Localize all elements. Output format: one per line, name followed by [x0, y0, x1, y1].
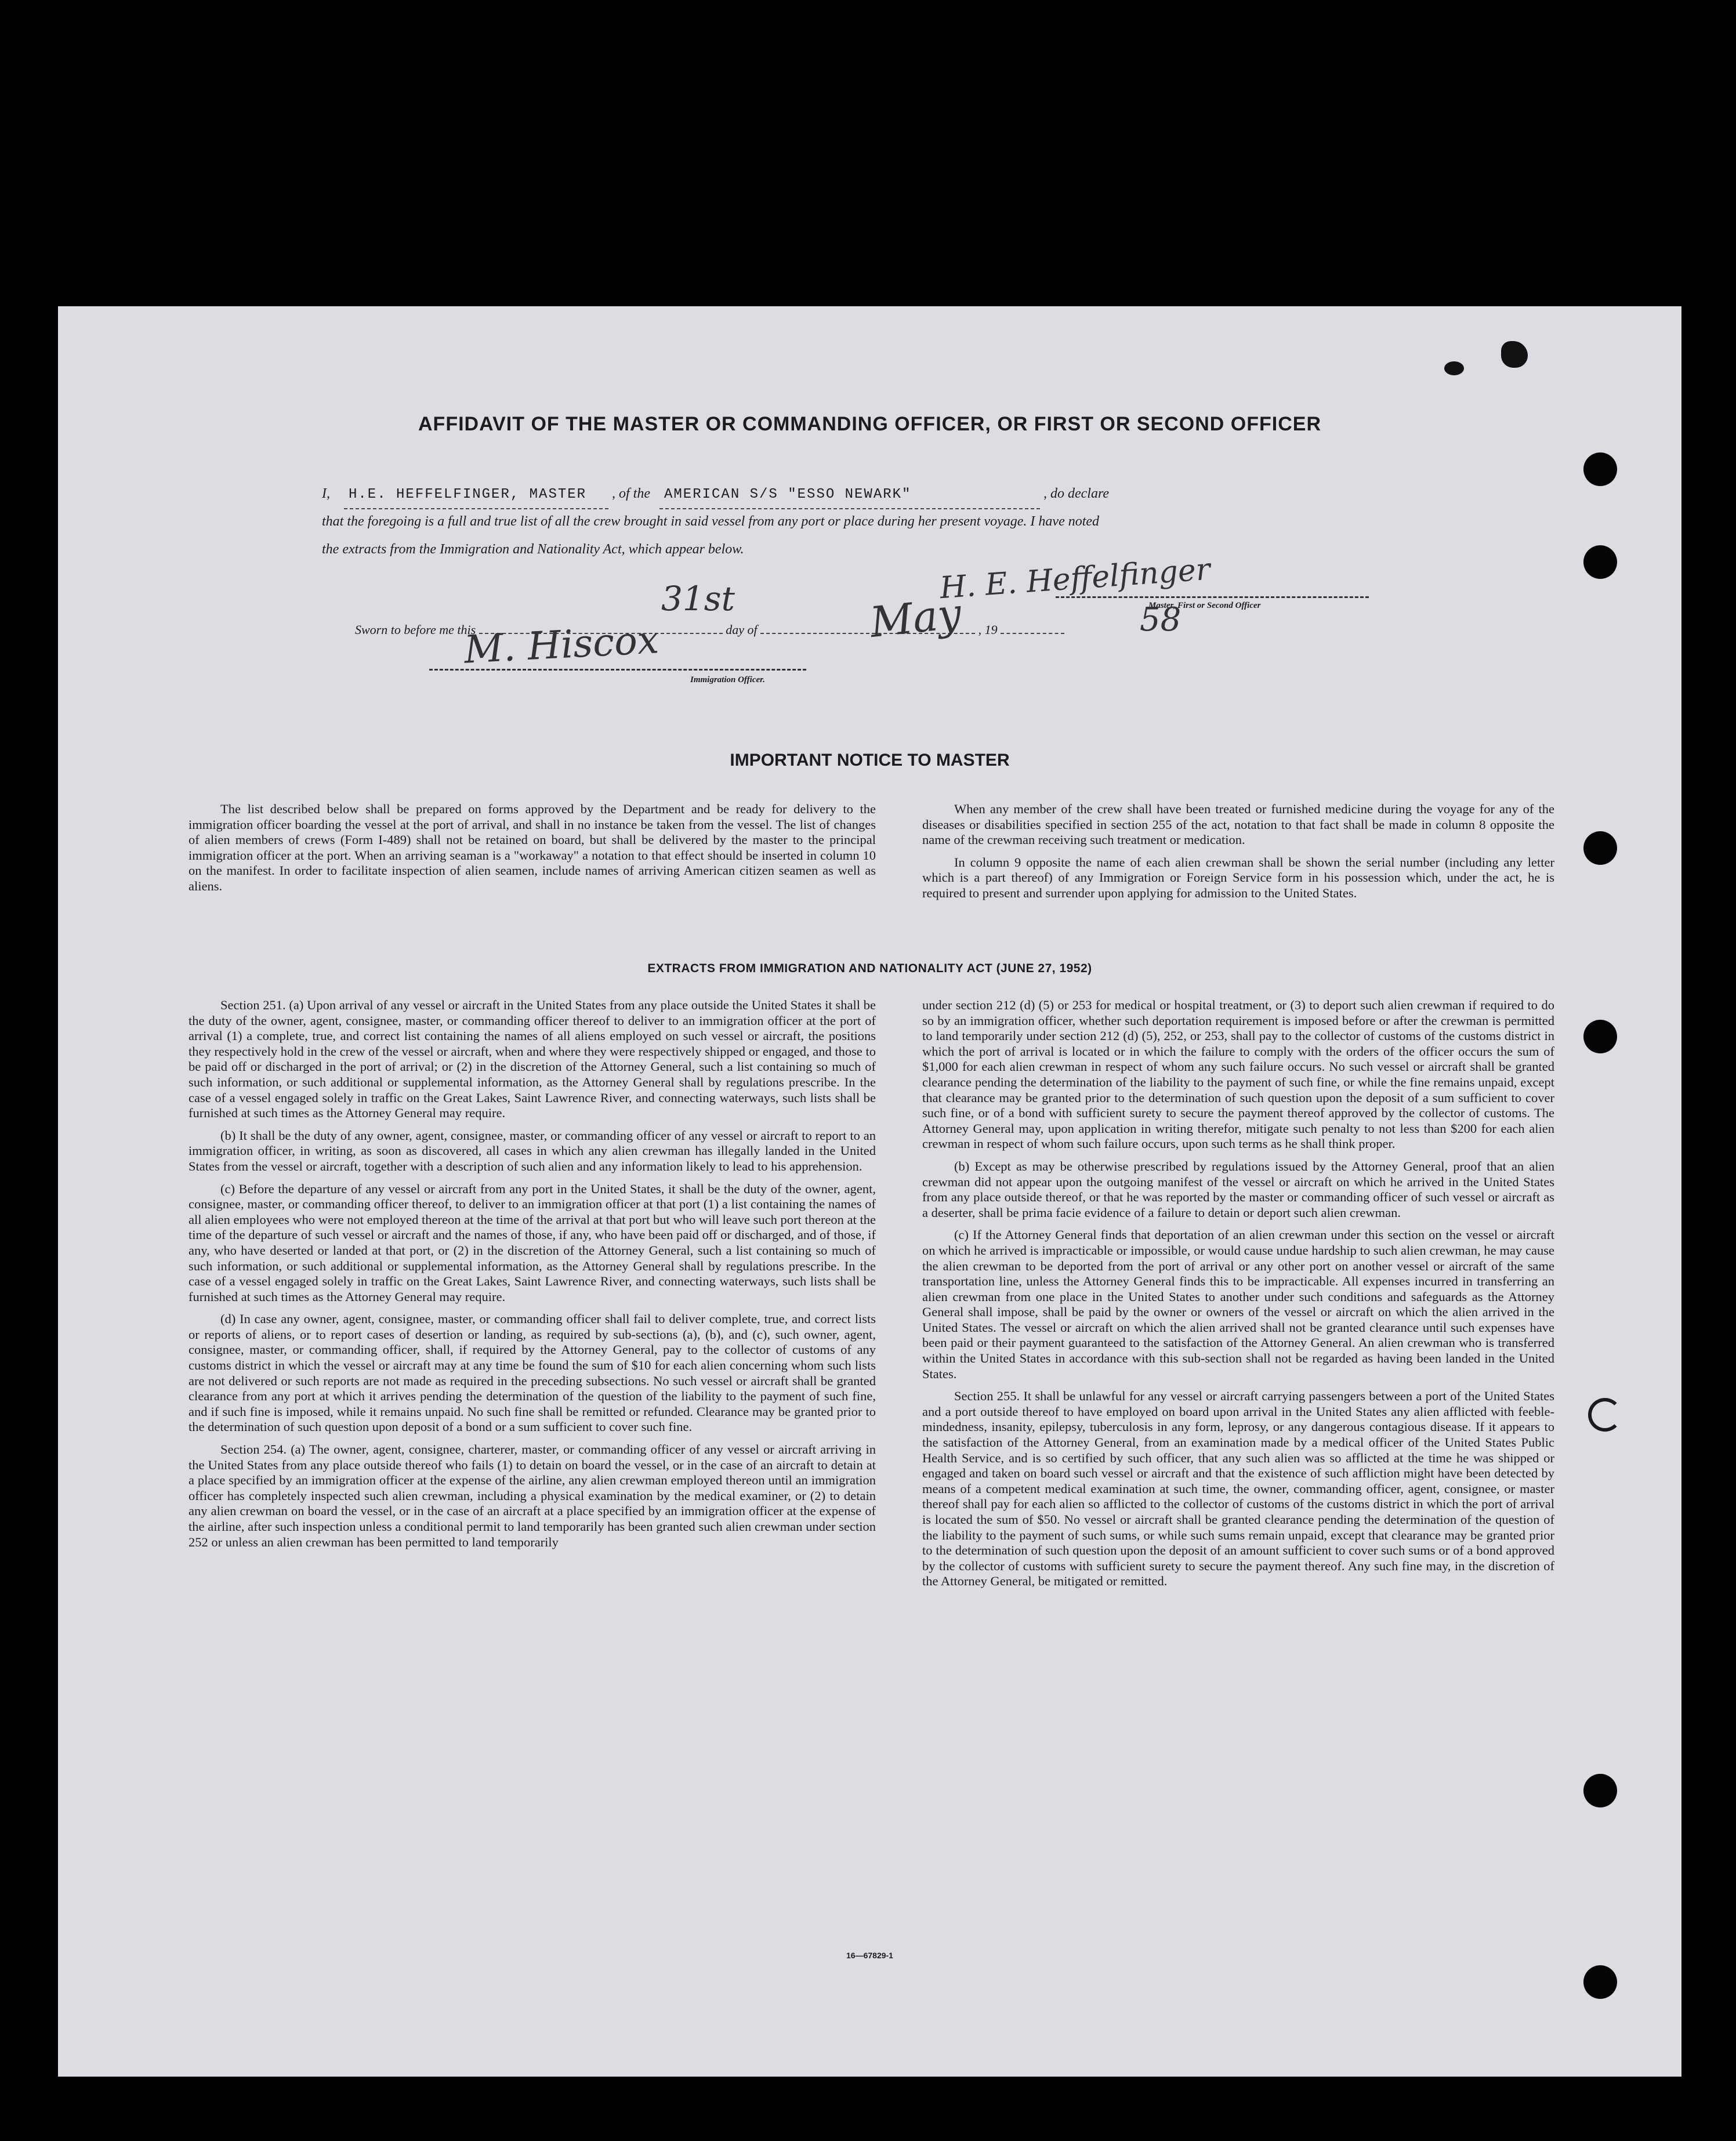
act-paragraph: (d) In case any owner, agent, consignee, master, or commanding officer shall fail to deliver complete, true, and correct lists or reports of aliens, or to report cases of desertion or landing, as required by sub-sections (a), (b), and (c), such owner, agent, consignee, master, or commanding officer, shall, if required by the Attorney General, pay to the collector of customs of any customs district in which the vessel or aircraft may at any time be found the sum of $10 for each alien concerning whom such lists are not delivered or such reports are not made as required in the preceding subsections. No such vessel or aircraft shall be granted clearance from any port at which it arrives pending the determination of the question of the liability to the payment of such fine, and if such fine is imposed, while it remains unpaid. No such fine shall be remitted or refunded. Clearance may be granted prior to the determination of such question upon deposit of a bond or a sum sufficient to cover such fine. — [189, 1312, 876, 1434]
ink-blot-top-right — [1501, 341, 1528, 368]
officer-signature-line — [429, 669, 806, 671]
master-caption: Master, First or Second Officer — [1148, 601, 1261, 610]
binder-hole — [1583, 1020, 1617, 1053]
immigration-officer-signature: M. Hiscox — [463, 617, 660, 672]
declaration-line-2: that the foregoing is a full and true list of all the crew brought in said vessel from any port or place during her present voyage. I have noted — [322, 514, 1100, 529]
vessel-name-field: AMERICAN S/S "ESSO NEWARK" — [659, 481, 1040, 509]
act-paragraph: (c) Before the departure of any vessel or aircraft from any port in the United States, it shall be the duty of the owner, agent, consignee, master, or commanding officer thereof, to deliver to an immigration officer at that port (1) a list containing the names of all alien employees who were not employed thereon at the time of the arrival at that port but who will leave such port thereon at the time of the departure of such vessel or aircraft and the names of those, if any, who have been paid off or discharged, and of those, if any, who have deserted or landed at that port, or (2) in the discretion of the Attorney General, such a list containing so much of such information, or such additional or supplemental information, as the Attorney General shall by regulations prescribe. In the case of a vessel engaged solely in traffic on the Great Lakes, Saint Lawrence River, and connecting waterways, such lists shall be furnished at such times as the Attorney General may require. — [189, 1181, 876, 1304]
act-paragraph: Section 255. It shall be unlawful for any vessel or aircraft carrying passengers between a port of the United States and a port outside thereof to have employed on board upon arrival in the United States any alien afflicted with feeble-mindedness, insanity, epilepsy, tuberculosis in any form, leprosy, or any dangerous contagious disease. If it appears to the satisfaction of the Attorney General, from an examination made by a medical officer of the United States Public Health Service, and is so certified by such officer, that any such alien was so afflicted at the time he was shipped or engaged and taken on board such vessel or aircraft and that the existence of such affliction might have been detected by means of a competent medical examination at such time, the owner, commanding officer, agent, consignee, or master thereof shall pay for each alien so afflicted to the collector of customs of the customs district in which the port of arrival is located the sum of $50. No vessel or aircraft shall be granted clearance pending the determination of the question of the liability to the payment of such sums, or while such sums remain unpaid, except that clearance may be granted prior to the determination of such question upon the deposit of an amount sufficient to cover such sums or of a bond approved by the collector of customs with sufficient surety to secure the payment thereof. Any such fine may, in the discretion of the Attorney General, be mitigated or remitted. — [922, 1389, 1554, 1589]
act-paragraph: Section 254. (a) The owner, agent, consignee, charterer, master, or commanding officer of any vessel or aircraft arriving in the United States from any place outside thereof who fails (1) to detain on board the vessel, or in the case of an aircraft to detain at a place specified by an immigration officer at the expense of the airline, any alien crewman employed thereon until an immigration officer has completely inspected such alien crewman, including a physical examination by the medical examiner, or (2) to detain any alien crewman on board the vessel, or in the case of an aircraft at a place specified by an immigration officer at the expense of the airline, after such inspection unless a conditional permit to land temporarily has been granted such alien crewman under section 252 or unless an alien crewman has been permitted to land temporarily — [189, 1442, 876, 1549]
sworn-month-handwritten: May — [868, 589, 964, 647]
master-signature: H. E. Heffelfinger — [938, 552, 1212, 606]
officer-caption: Immigration Officer. — [690, 675, 765, 684]
notice-paragraph: When any member of the crew shall have been treated or furnished medicine during the voyage for any of the diseases or disabilities specified in section 255 of the act, notation to that fact shall be made in column 8 opposite the name of the crewman receiving such treatment or medication. — [922, 802, 1554, 847]
declaration-line-3: the extracts from the Immigration and Nationality Act, which appear below. — [322, 542, 744, 557]
ink-blot-top-right-2 — [1444, 361, 1464, 375]
act-paragraph: (b) It shall be the duty of any owner, agent, consignee, master, or commanding officer of any vessel or aircraft to report to an immigration officer, in writing, as soon as discovered, all cases in which any alien crewman has illegally landed in the United States from the vessel or aircraft, together with a description of such alien and any information likely to lead to his apprehension. — [189, 1128, 876, 1173]
affidavit-title: AFFIDAVIT OF THE MASTER OR COMMANDING OFFICER, OR FIRST OR SECOND OFFICER — [418, 413, 1321, 435]
act-paragraph: (b) Except as may be otherwise prescribed by regulations issued by the Attorney General, proof that an alien crewman did not appear upon the outgoing manifest of the vessel or aircraft on which he arrived in the United States from any place outside thereof, or that he was reported by the master or commanding officer of such vessel or aircraft as a deserter, shall be prima facie evidence of a failure to detain or deport such alien crewman. — [922, 1158, 1554, 1220]
extracts-right-column — [922, 998, 1554, 1589]
sworn-line: Sworn to before me this day of , 19 — [355, 617, 1283, 643]
punched-hole-outline — [1588, 1398, 1622, 1432]
binder-hole — [1583, 1965, 1617, 1999]
notice-title: IMPORTANT NOTICE TO MASTER — [730, 751, 1010, 770]
form-number: 16—67829-1 — [846, 1951, 893, 1960]
act-paragraph: under section 212 (d) (5) or 253 for medical or hospital treatment, or (3) to deport such alien crewman if required to do so by an immigration officer, whether such deportation requirement is imposed before or after the crewman is permitted to land temporarily under section 212 (d) (5), 252, or 253, shall pay to the collector of customs of the customs district in which the port of arrival is located or in which the failure to comply with the orders of the officer occurs the sum of $1,000 for each alien crewman in respect of whom any such failure occurs. No such vessel or aircraft shall be granted clearance pending the determination of the liability to the payment of such fine, or while the fine remains unpaid, except that clearance may be granted prior to the determination of such question upon the deposit of a sum sufficient to cover such fine, or of a bond with sufficient surety to secure the payment thereof approved by the collector of customs. The Attorney General may, upon application in writing therefor, mitigate such penalty to not less than $200 for each alien crewman in respect of whom such failure occurs, upon such terms as he shall think proper. — [922, 998, 1554, 1151]
sworn-year-blank — [1001, 633, 1064, 634]
extracts-title: EXTRACTS FROM IMMIGRATION AND NATIONALITY ACT (JUNE 27, 1952) — [647, 962, 1092, 975]
act-paragraph: (c) If the Attorney General finds that deportation of an alien crewman under this section on the vessel or aircraft on which he arrived is impracticable or impossible, or would cause undue hardship to such alien crewman, he may cause the alien crewman to be deported from the port of arrival or any other port on another vessel or aircraft of the same transportation line, unless the Attorney General finds this to be impracticable. All expenses incurred in transferring an alien crewman from one place in the United States to another under such conditions and safeguards as the Attorney General shall impose, shall be paid by the owner or owners of the vessel or aircraft on which the alien arrived in the United States. The vessel or aircraft on which the alien arrived shall not be granted clearance until such expenses have been paid or their payment guaranteed to the satisfaction of the Attorney General. An alien crewman who is transferred within the United States in accordance with this sub-section shall not be regarded as having been landed in the United States. — [922, 1227, 1554, 1381]
master-signature-line — [1056, 596, 1369, 598]
document-page — [58, 306, 1681, 2077]
extracts-left-column — [189, 998, 876, 1550]
binder-hole — [1583, 545, 1617, 579]
notice-paragraph: In column 9 opposite the name of each alien crewman shall be shown the serial number (including any letter which is a part thereof) of any Immigration or Foreign Service form in his possession which, under the act, he is required to present and surrender upon applying for admission to the United States. — [922, 854, 1554, 900]
binder-hole — [1583, 452, 1617, 486]
binder-hole — [1583, 1774, 1617, 1807]
act-paragraph: Section 251. (a) Upon arrival of any vessel or aircraft in the United States from any place outside the United States it shall be the duty of the owner, agent, consignee, master, or commanding officer thereof to deliver to an immigration officer at the port of arrival (1) a complete, true, and correct list containing the names of all aliens employed on such vessel or aircraft, the positions they respectively hold in the crew of the vessel or aircraft, when and where they were respectively shipped or engaged, and those to be paid off or discharged in the port of arrival; or (2) in the discretion of the Attorney General, such a list containing so much of such information, or such additional or supplemental information, as the Attorney General shall by regulations prescribe. In the case of a vessel engaged solely in traffic on the Great Lakes, Saint Lawrence River, and connecting waterways, such lists shall be furnished at such times as the Attorney General may require. — [189, 998, 876, 1121]
declaration-line-1: I, H.E. HEFFELFINGER, MASTER , of the AMERICAN S/S "ESSO NEWARK" , do declare — [322, 480, 1424, 509]
notice-paragraph: The list described below shall be prepared on forms approved by the Department and be ready for delivery to the immigration officer boarding the vessel at the port of arrival, and shall in no instance be taken from the vessel. The list of changes of alien members of crews (Form I-489) shall not be retained on board, but shall be delivered by the master to the principal immigration officer at the port. When an arriving seaman is a "workaway" a notation to that effect should be inserted in column 10 on the manifest. In order to facilitate inspection of alien seamen, include names of arriving American citizen seamen as well as aliens. — [189, 802, 876, 893]
master-name-field: H.E. HEFFELFINGER, MASTER — [344, 481, 608, 509]
notice-right-column — [922, 802, 1554, 901]
sworn-year-handwritten: 58 — [1140, 601, 1182, 639]
binder-hole — [1583, 831, 1617, 865]
sworn-day-handwritten: 31st — [661, 579, 735, 618]
notice-left-column — [189, 802, 876, 894]
